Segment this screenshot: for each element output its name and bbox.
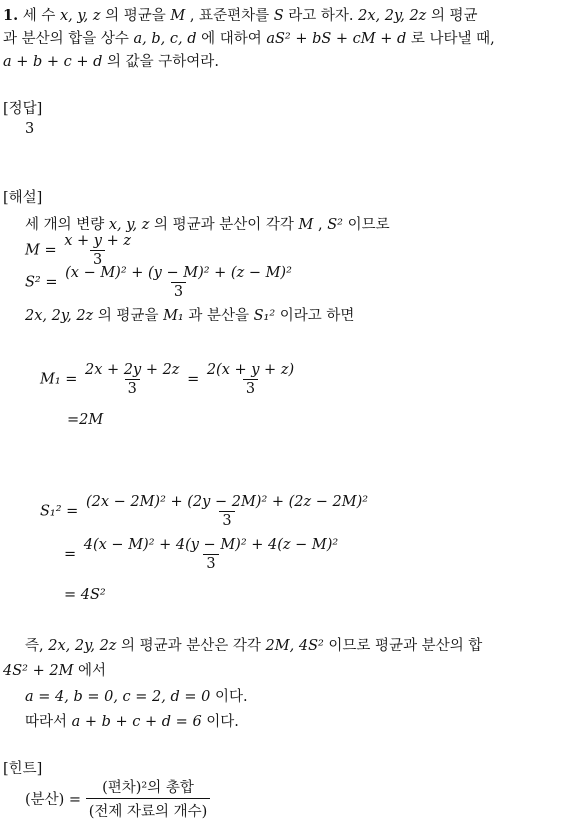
solution-line-2: 2x, 2y, 2z 의 평균을 M₁ 과 분산을 S₁² 이라고 하면	[25, 308, 355, 324]
problem-line-2: 과 분산의 합을 상수 a, b, c, d 에 대하여 aS² + bS + cM + d 로 나타낼 때,	[3, 31, 495, 47]
conclusion-line-2: 4S² + 2M 에서	[3, 663, 107, 679]
mean-formula: M = $\frac{x + y + z}{3}$	[25, 233, 134, 268]
solution-line-1: 세 개의 변량 x, y, z 의 평균과 분산이 각각 M , S² 이므로	[25, 217, 390, 233]
m1-result: =2M	[67, 412, 104, 428]
solution-heading: [해설]	[3, 190, 43, 206]
s1-variance-fraction: $\frac{\text{(2x − 2M)² + (2y − 2M)² + (2z − 2M)²}}{3}$	[85, 494, 369, 529]
conclusion-line-1: 즉, 2x, 2y, 2z 의 평균과 분산은 각각 2M, 4S² 이므로 평균과 분산의 합	[25, 638, 483, 654]
variance-formula: S² = $\frac{\text{(x − M)² + (y − M)² + (z − M)²}}{3}$	[25, 265, 295, 300]
answer-value: 3	[25, 121, 35, 137]
s1-variance-fraction-2: $\frac{\text{4(x − M)² + 4(y − M)² + 4(z − M)²}}{3}$	[83, 537, 339, 572]
problem-number: 1.	[3, 7, 19, 24]
hint-formula: (분산) = $\frac{\text{(편차)²의 총합}}{\text{(전제 자료의 개수)}}$	[25, 776, 210, 821]
hint-heading: [힌트]	[3, 761, 43, 777]
m1-formula: M₁ = $\frac{2x + 2y + 2z}{3}$ = $\frac{2(x + y + z)}{3}$	[40, 362, 297, 397]
answer-heading: [정답]	[3, 101, 43, 117]
conclusion-line-4: 따라서 a + b + c + d = 6 이다.	[25, 714, 239, 730]
hint-fraction: $\frac{\text{(편차)²의 총합}}{\text{(전제 자료의 개수)}}$	[86, 776, 211, 821]
mean-fraction: $\frac{x + y + z}{3}$	[64, 233, 131, 268]
s1-variance-formula: S₁² = $\frac{\text{(2x − 2M)² + (2y − 2M)² + (2z − 2M)²}}{3}$	[40, 494, 371, 529]
problem-line-3: a + b + c + d 의 값을 구하여라.	[3, 54, 219, 70]
s1-variance-step-2: = $\frac{\text{4(x − M)² + 4(y − M)² + 4(z − M)²}}{3}$	[64, 537, 341, 572]
conclusion-line-3: a = 4, b = 0, c = 2, d = 0 이다.	[25, 689, 248, 705]
variance-fraction: $\frac{\text{(x − M)² + (y − M)² + (z − M)²}}{3}$	[65, 265, 292, 300]
problem-line-1: 1. 세 수 x, y, z 의 평균을 M , 표준편차를 S 라고 하자. 2x, 2y, 2z 의 평균	[3, 7, 478, 24]
m1-fraction-1: $\frac{2x + 2y + 2z}{3}$	[85, 362, 180, 397]
s1-variance-result: = 4S²	[64, 587, 106, 603]
m1-fraction-2: $\frac{2(x + y + z)}{3}$	[206, 362, 295, 397]
